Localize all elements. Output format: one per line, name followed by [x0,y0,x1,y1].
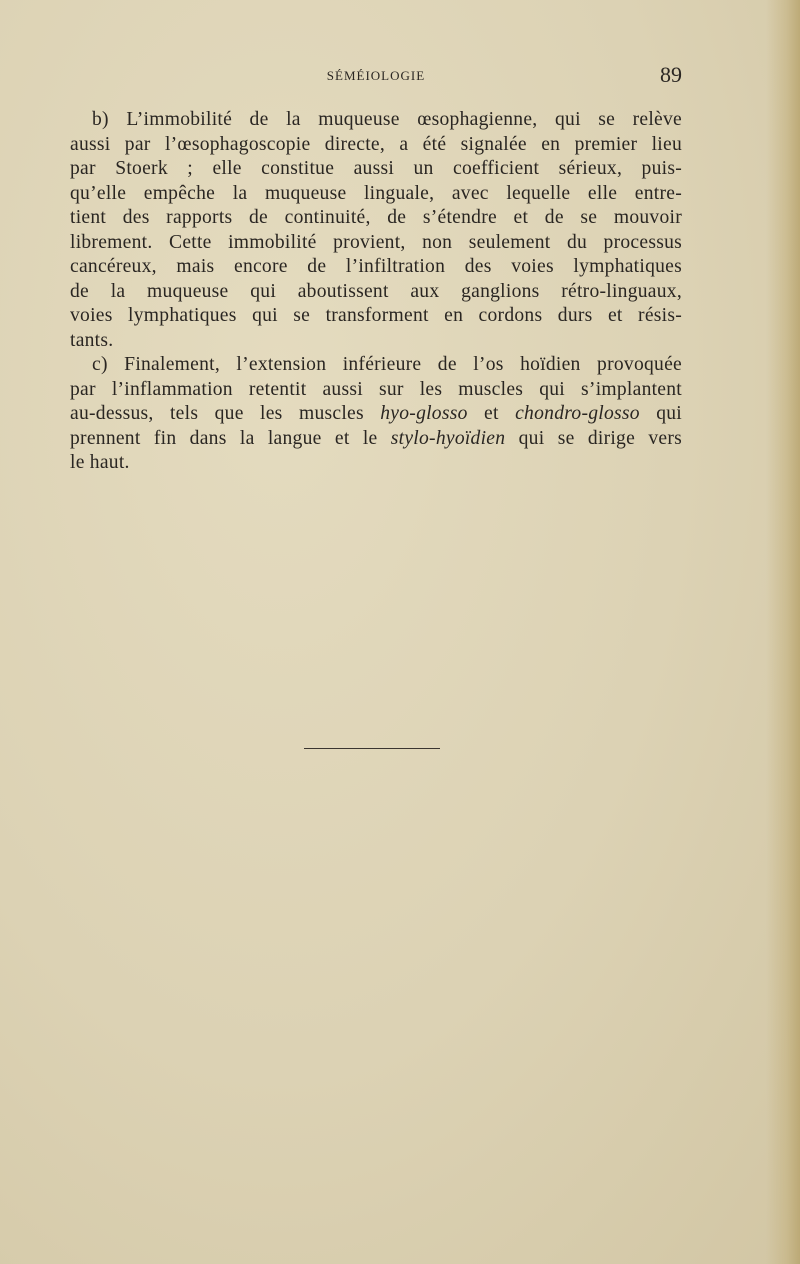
text-line: par l’inflammation retentit aussi sur les muscles qui s’implantent [70,378,682,400]
text-line: tants. [70,329,114,351]
italic-term: hyo-glosso [380,403,468,424]
text-line: cancéreux, mais encore de l’infiltration des voies lymphatiques [70,256,682,277]
text-run: qui se dirige vers [505,427,682,449]
text-line: c) Finalement, l’extension inférieure de l’os hoïdien provoquée [92,354,682,375]
text-line: voies lymphatiques qui se transforment en cordons durs et résis- [70,305,682,326]
text-line [70,402,682,427]
text-run: au-dessus, tels que les muscles [70,403,381,424]
text-run: et [467,403,516,424]
paragraph-c [70,353,682,476]
text-line: par Stoerk ; elle constitue aussi un coefficient sérieux, puis- [70,158,682,179]
running-head: SÉMÉIOLOGIE [326,68,426,83]
body-text [70,108,682,476]
paragraph-b [70,108,682,353]
page-edge-shadow [766,0,800,1264]
text-run: qui [639,403,683,424]
text-line: b) L’immobilité de la muqueuse œsophagienne, qui se relève [92,109,682,130]
page-number: 89 [660,62,682,87]
text-line: librement. Cette immobilité provient, non seulement du processus [70,231,682,253]
text-run: prennent fin dans la langue et le [70,427,391,449]
text-line: de la muqueuse qui aboutissent aux ganglions rétro-linguaux, [70,280,682,302]
text-line: aussi par l’œsophagoscopie directe, a été signalée en premier lieu [70,133,682,155]
italic-term: chondro-glosso [515,403,640,424]
text-line [70,427,682,452]
text-line: le haut. [70,452,130,473]
section-divider [304,748,440,749]
text-line: tient des rapports de continuité, de s’étendre et de se mouvoir [70,207,682,228]
italic-term: stylo-hyoïdien [390,427,506,449]
text-line: qu’elle empêche la muqueuse linguale, avec lequelle elle entre- [70,182,682,204]
page-header [70,62,682,92]
